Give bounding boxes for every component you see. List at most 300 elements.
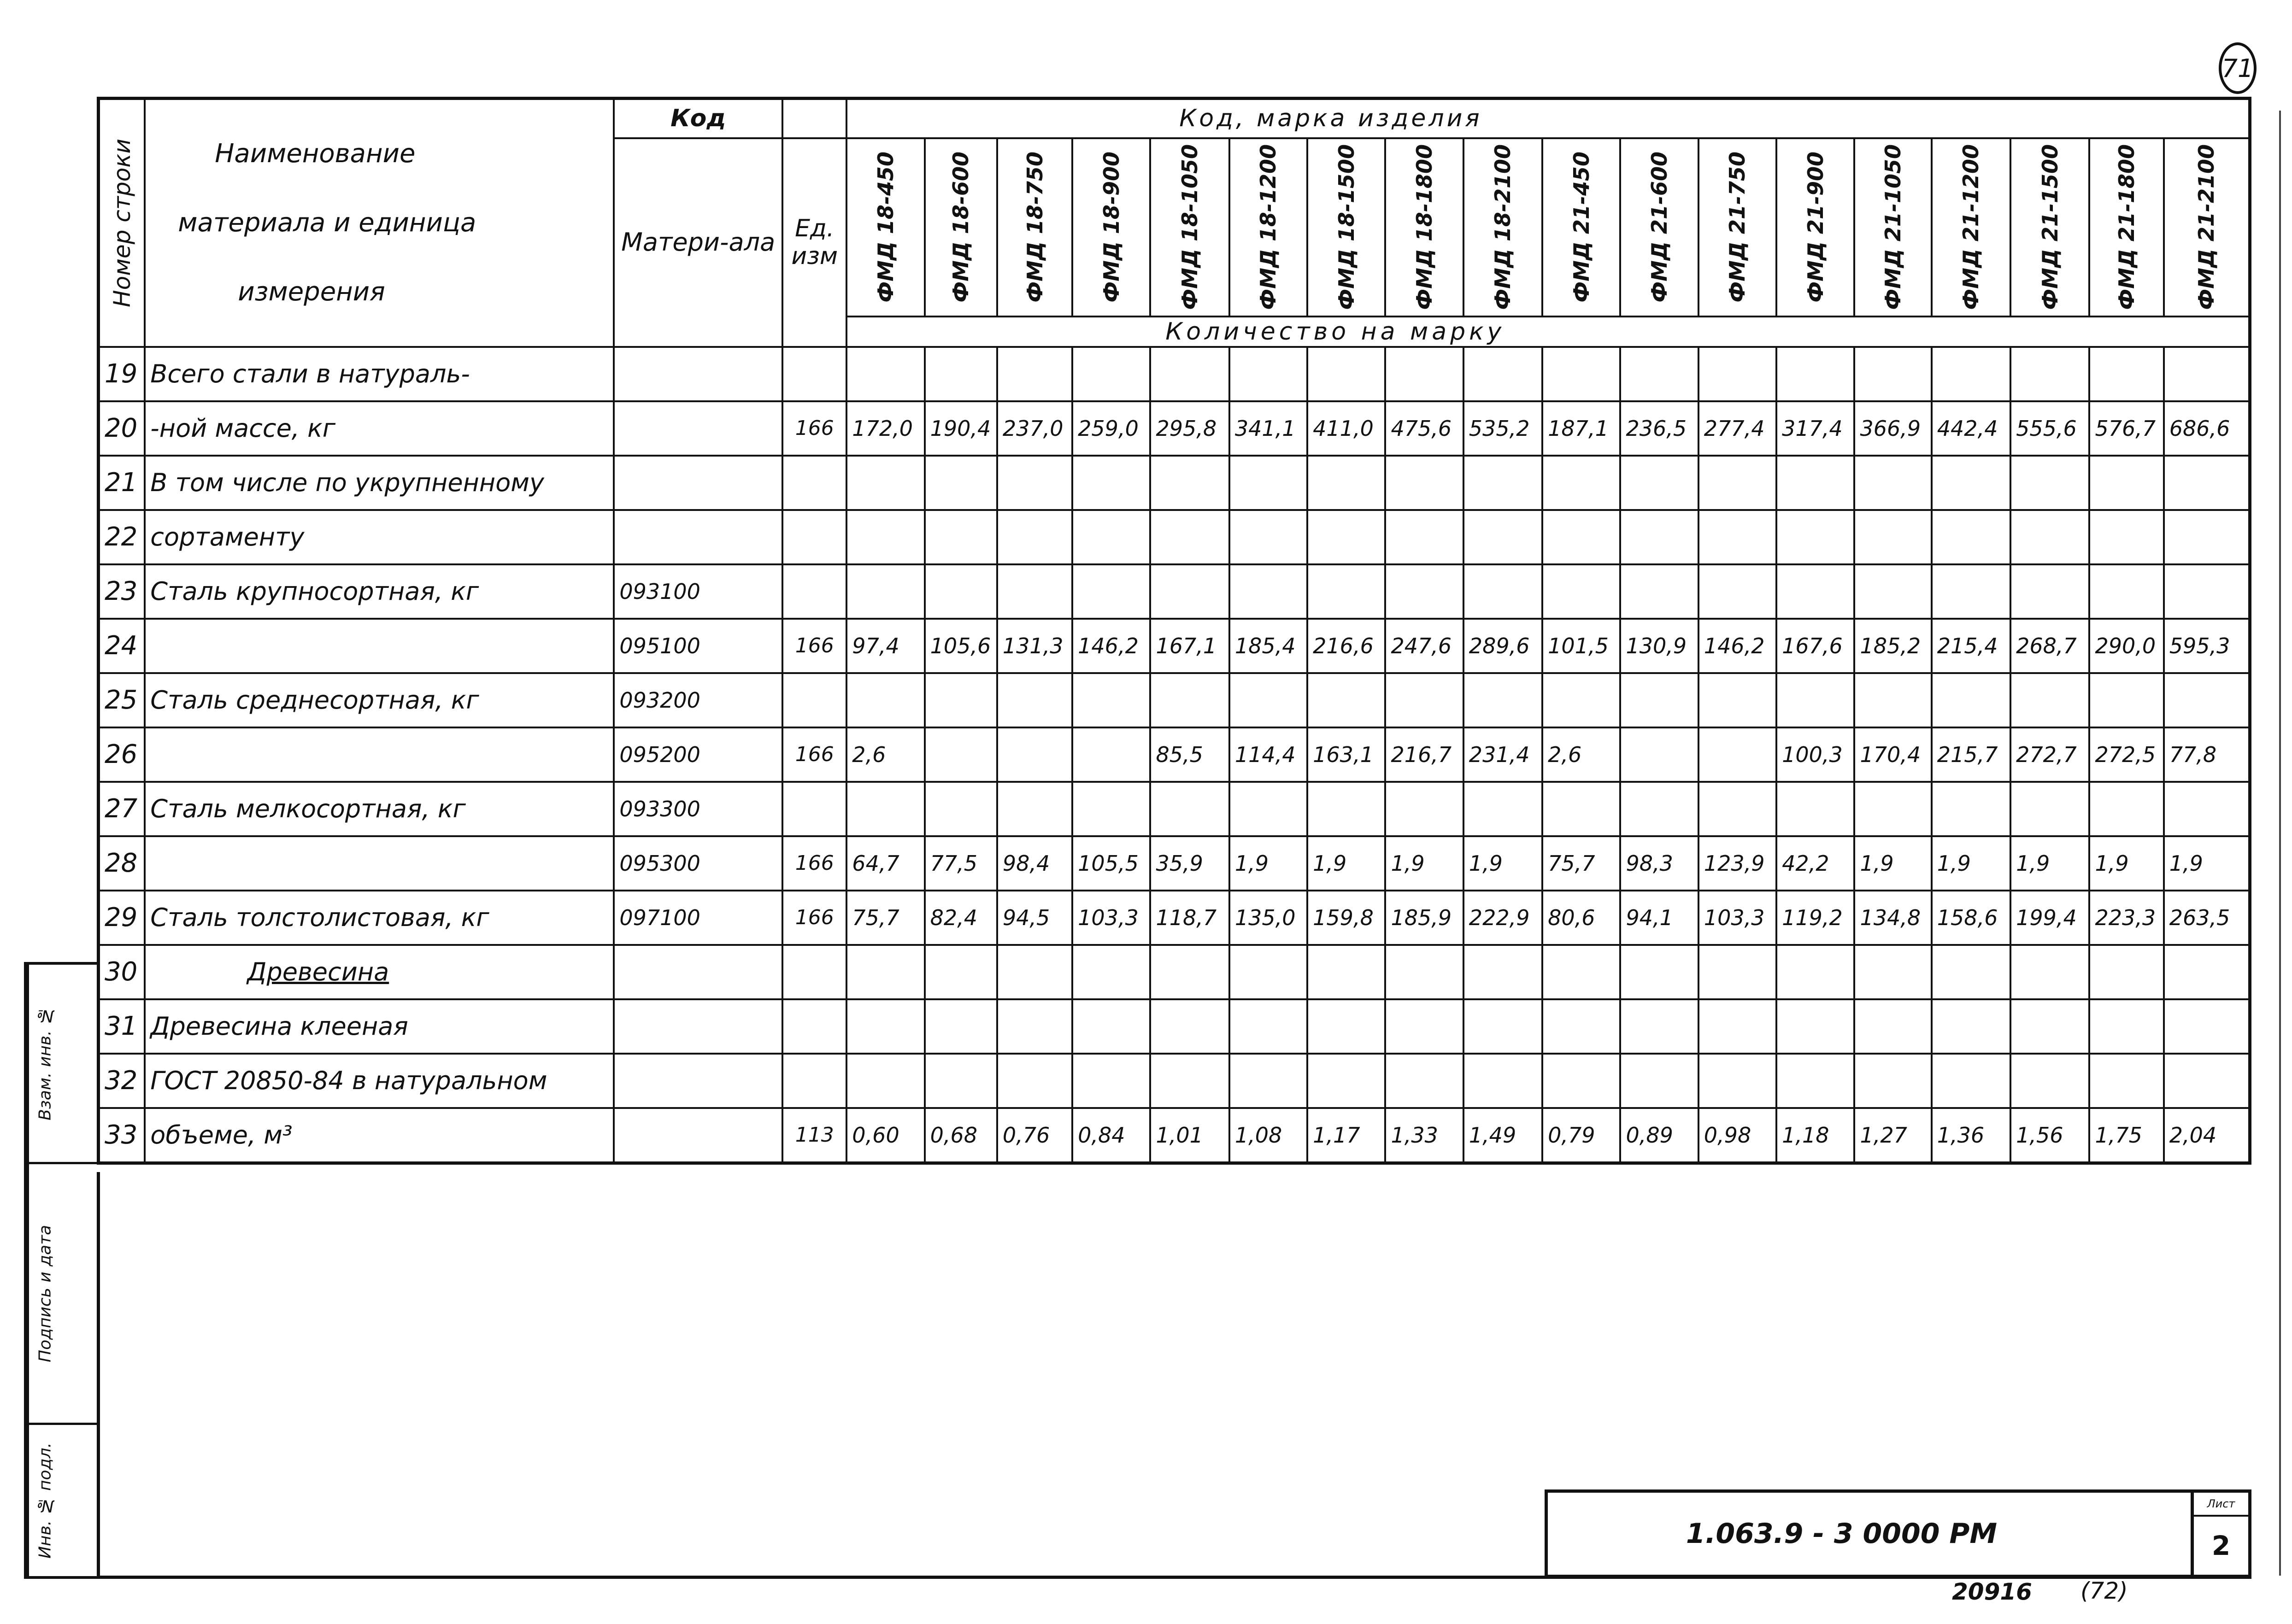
quantity-cell xyxy=(925,727,997,782)
product-col-16: ФМД 21-1800 xyxy=(2089,138,2163,317)
row-number-cell: 29 xyxy=(99,891,145,945)
quantity-cell xyxy=(1229,945,1307,999)
quantity-cell xyxy=(1072,347,1150,401)
quantity-cell xyxy=(1385,999,1463,1054)
quantity-cell xyxy=(1150,782,1229,836)
quantity-cell xyxy=(1698,347,1776,401)
quantity-cell xyxy=(2164,456,2250,510)
quantity-cell: 190,4 xyxy=(925,401,997,456)
quantity-cell xyxy=(1854,782,1931,836)
quantity-cell xyxy=(925,1054,997,1108)
table-body xyxy=(99,347,2250,1163)
quantity-cell xyxy=(1854,456,1931,510)
quantity-cell xyxy=(1620,782,1698,836)
quantity-cell xyxy=(1150,999,1229,1054)
table-row xyxy=(99,347,2250,401)
quantity-cell: 272,5 xyxy=(2089,727,2163,782)
quantity-cell xyxy=(1463,456,1542,510)
unit-cell xyxy=(782,782,846,836)
product-col-15: ФМД 21-1500 xyxy=(2010,138,2089,317)
quantity-cell xyxy=(1776,564,1854,619)
unit-cell xyxy=(782,945,846,999)
quantity-cell xyxy=(1542,564,1620,619)
quantity-cell xyxy=(1072,673,1150,727)
quantity-cell xyxy=(1463,782,1542,836)
quantity-cell xyxy=(1620,673,1698,727)
quantity-cell xyxy=(2010,999,2089,1054)
quantity-cell xyxy=(1932,456,2010,510)
row-number-cell: 33 xyxy=(99,1108,145,1163)
quantity-cell xyxy=(1542,673,1620,727)
product-col-0: ФМД 18-450 xyxy=(846,138,924,317)
stamp-doc-code: 1.063.9 - 3 0000 РМ xyxy=(1686,1518,1998,1550)
quantity-cell xyxy=(2089,456,2163,510)
row-number-cell: 23 xyxy=(99,564,145,619)
quantity-cell xyxy=(846,945,924,999)
quantity-cell xyxy=(1072,564,1150,619)
table-row xyxy=(99,782,2250,836)
quantity-cell xyxy=(2164,999,2250,1054)
quantity-cell xyxy=(1150,347,1229,401)
quantity-cell: 290,0 xyxy=(2089,619,2163,673)
material-code-cell xyxy=(614,945,782,999)
quantity-cell xyxy=(997,999,1072,1054)
quantity-cell xyxy=(1620,945,1698,999)
quantity-cell xyxy=(846,673,924,727)
quantity-cell: 1,9 xyxy=(2089,836,2163,891)
quantity-cell: 77,5 xyxy=(925,836,997,891)
quantity-cell xyxy=(1854,1054,1931,1108)
quantity-cell: 215,7 xyxy=(1932,727,2010,782)
quantity-cell xyxy=(1072,1054,1150,1108)
quantity-cell: 216,6 xyxy=(1307,619,1385,673)
quantity-cell xyxy=(1150,945,1229,999)
quantity-cell xyxy=(1307,1054,1385,1108)
quantity-cell: 185,9 xyxy=(1385,891,1463,945)
stamp-sheet-label: Лист xyxy=(2194,1493,2248,1517)
quantity-cell xyxy=(925,945,997,999)
quantity-cell: 0,79 xyxy=(1542,1108,1620,1163)
row-number-cell: 24 xyxy=(99,619,145,673)
quantity-cell xyxy=(1932,673,2010,727)
quantity-cell: 97,4 xyxy=(846,619,924,673)
frame-left-line xyxy=(97,1172,100,1579)
quantity-cell xyxy=(1385,347,1463,401)
quantity-cell: 82,4 xyxy=(925,891,997,945)
quantity-cell: 1,9 xyxy=(1463,836,1542,891)
material-name-cell: объеме, м³ xyxy=(145,1108,614,1163)
table-row xyxy=(99,510,2250,564)
quantity-cell: 170,4 xyxy=(1854,727,1931,782)
quantity-cell: 75,7 xyxy=(1542,836,1620,891)
product-col-3: ФМД 18-900 xyxy=(1072,138,1150,317)
quantity-cell xyxy=(2089,782,2163,836)
quantity-cell xyxy=(1385,456,1463,510)
quantity-cell xyxy=(925,673,997,727)
unit-header-top-blank xyxy=(782,99,846,138)
unit-cell xyxy=(782,1054,846,1108)
quantity-cell xyxy=(846,347,924,401)
quantity-cell: 555,6 xyxy=(2010,401,2089,456)
quantity-header: Количество на марку xyxy=(846,317,2250,347)
quantity-cell xyxy=(1620,456,1698,510)
quantity-cell xyxy=(1698,564,1776,619)
material-name-cell: Сталь мелкосортная, кг xyxy=(145,782,614,836)
quantity-cell xyxy=(1307,945,1385,999)
quantity-cell xyxy=(1698,727,1776,782)
quantity-cell: 2,6 xyxy=(1542,727,1620,782)
quantity-cell: 277,4 xyxy=(1698,401,1776,456)
material-code-cell: 097100 xyxy=(614,891,782,945)
quantity-cell xyxy=(1385,510,1463,564)
quantity-cell xyxy=(997,1054,1072,1108)
quantity-cell xyxy=(1463,564,1542,619)
quantity-cell: 159,8 xyxy=(1307,891,1385,945)
quantity-cell xyxy=(925,782,997,836)
quantity-cell xyxy=(1072,945,1150,999)
quantity-cell xyxy=(1385,564,1463,619)
quantity-cell xyxy=(2089,673,2163,727)
quantity-cell: 595,3 xyxy=(2164,619,2250,673)
quantity-cell: 64,7 xyxy=(846,836,924,891)
quantity-cell: 146,2 xyxy=(1072,619,1150,673)
quantity-cell xyxy=(1150,673,1229,727)
quantity-cell xyxy=(1229,347,1307,401)
quantity-cell: 94,1 xyxy=(1620,891,1698,945)
product-col-5: ФМД 18-1200 xyxy=(1229,138,1307,317)
left-approval-strip xyxy=(24,962,98,1579)
frame-right-line xyxy=(2279,111,2281,1576)
quantity-cell: 2,04 xyxy=(2164,1108,2250,1163)
quantity-cell xyxy=(1776,510,1854,564)
row-number-cell: 28 xyxy=(99,836,145,891)
material-name-cell xyxy=(145,619,614,673)
quantity-cell xyxy=(1932,510,2010,564)
quantity-cell xyxy=(997,564,1072,619)
quantity-cell xyxy=(2010,945,2089,999)
quantity-cell: 216,7 xyxy=(1385,727,1463,782)
quantity-cell xyxy=(1620,727,1698,782)
quantity-cell xyxy=(1698,999,1776,1054)
unit-cell: 166 xyxy=(782,727,846,782)
quantity-cell xyxy=(2010,564,2089,619)
product-col-10: ФМД 21-600 xyxy=(1620,138,1698,317)
quantity-cell: 119,2 xyxy=(1776,891,1854,945)
quantity-cell: 1,49 xyxy=(1463,1108,1542,1163)
quantity-cell xyxy=(1307,564,1385,619)
quantity-cell xyxy=(1542,782,1620,836)
material-code-cell: 095300 xyxy=(614,836,782,891)
quantity-cell xyxy=(1932,1054,2010,1108)
row-number-header: Номер строки xyxy=(99,99,145,347)
quantity-cell: 167,6 xyxy=(1776,619,1854,673)
quantity-cell: 163,1 xyxy=(1307,727,1385,782)
product-col-2: ФМД 18-750 xyxy=(997,138,1072,317)
material-code-cell: 095200 xyxy=(614,727,782,782)
unit-cell xyxy=(782,673,846,727)
quantity-cell: 146,2 xyxy=(1698,619,1776,673)
quantity-cell xyxy=(925,999,997,1054)
quantity-cell xyxy=(2164,347,2250,401)
quantity-cell xyxy=(1542,456,1620,510)
quantity-cell xyxy=(2164,673,2250,727)
material-name-cell: В том числе по укрупненному xyxy=(145,456,614,510)
quantity-cell xyxy=(1776,1054,1854,1108)
quantity-cell xyxy=(1776,673,1854,727)
quantity-cell: 105,6 xyxy=(925,619,997,673)
material-code-cell: 093200 xyxy=(614,673,782,727)
quantity-cell xyxy=(846,782,924,836)
product-col-17: ФМД 21-2100 xyxy=(2164,138,2250,317)
quantity-cell xyxy=(1229,999,1307,1054)
quantity-cell: 103,3 xyxy=(1072,891,1150,945)
quantity-cell: 411,0 xyxy=(1307,401,1385,456)
quantity-cell: 576,7 xyxy=(2089,401,2163,456)
quantity-cell xyxy=(1854,564,1931,619)
quantity-cell xyxy=(1932,945,2010,999)
quantity-cell xyxy=(925,564,997,619)
quantity-cell xyxy=(2010,673,2089,727)
quantity-cell xyxy=(1463,945,1542,999)
quantity-cell xyxy=(1229,564,1307,619)
material-code-cell: 093100 xyxy=(614,564,782,619)
quantity-cell xyxy=(1072,727,1150,782)
quantity-cell xyxy=(1698,782,1776,836)
quantity-cell xyxy=(1776,782,1854,836)
quantity-cell: 1,9 xyxy=(1229,836,1307,891)
quantity-cell: 1,56 xyxy=(2010,1108,2089,1163)
quantity-cell: 114,4 xyxy=(1229,727,1307,782)
quantity-cell xyxy=(846,999,924,1054)
quantity-cell xyxy=(1776,945,1854,999)
table-row xyxy=(99,456,2250,510)
quantity-cell xyxy=(997,456,1072,510)
quantity-cell xyxy=(846,510,924,564)
quantity-cell xyxy=(2164,564,2250,619)
quantity-cell xyxy=(1463,347,1542,401)
material-name-cell: -ной массе, кг xyxy=(145,401,614,456)
quantity-cell xyxy=(997,673,1072,727)
quantity-cell xyxy=(2089,1054,2163,1108)
quantity-cell: 1,9 xyxy=(2164,836,2250,891)
unit-cell xyxy=(782,999,846,1054)
quantity-cell xyxy=(1463,1054,1542,1108)
material-name-cell: Древесина клееная xyxy=(145,999,614,1054)
strip-cell-orig-inv xyxy=(27,1425,98,1576)
quantity-cell xyxy=(1072,456,1150,510)
material-name-header xyxy=(145,99,614,347)
strip-cell-signature-date xyxy=(27,1164,98,1425)
strip-label-orig-inv: Инв. № подл. xyxy=(27,1425,61,1576)
quantity-cell: 223,3 xyxy=(2089,891,2163,945)
quantity-cell xyxy=(1542,1054,1620,1108)
material-code-cell xyxy=(614,456,782,510)
product-col-14: ФМД 21-1200 xyxy=(1932,138,2010,317)
quantity-cell: 236,5 xyxy=(1620,401,1698,456)
quantity-cell: 1,9 xyxy=(1854,836,1931,891)
quantity-cell: 231,4 xyxy=(1463,727,1542,782)
quantity-cell: 247,6 xyxy=(1385,619,1463,673)
quantity-cell xyxy=(1307,347,1385,401)
quantity-cell xyxy=(1307,510,1385,564)
material-name-cell: Всего стали в натураль- xyxy=(145,347,614,401)
product-col-7: ФМД 18-1800 xyxy=(1385,138,1463,317)
quantity-cell: 1,9 xyxy=(1385,836,1463,891)
stamp-sheet-box xyxy=(2191,1493,2251,1575)
quantity-cell xyxy=(1932,564,2010,619)
material-code-cell: 093300 xyxy=(614,782,782,836)
material-code-cell: 095100 xyxy=(614,619,782,673)
material-code-subheader: Матери-ала xyxy=(614,138,782,347)
quantity-cell: 0,84 xyxy=(1072,1108,1150,1163)
quantity-cell xyxy=(925,456,997,510)
table-row xyxy=(99,1108,2250,1163)
sheet-circle-number: 71 xyxy=(2219,42,2257,94)
quantity-cell xyxy=(2010,456,2089,510)
quantity-cell: 0,68 xyxy=(925,1108,997,1163)
quantity-cell: 686,6 xyxy=(2164,401,2250,456)
quantity-cell xyxy=(1932,782,2010,836)
quantity-cell xyxy=(1542,510,1620,564)
material-name-cell xyxy=(145,836,614,891)
quantity-cell: 1,17 xyxy=(1307,1108,1385,1163)
quantity-cell xyxy=(1229,673,1307,727)
quantity-cell xyxy=(2010,510,2089,564)
quantity-cell xyxy=(1932,999,2010,1054)
quantity-cell: 1,36 xyxy=(1932,1108,2010,1163)
quantity-cell xyxy=(1620,347,1698,401)
quantity-cell: 187,1 xyxy=(1542,401,1620,456)
quantity-cell xyxy=(1307,999,1385,1054)
quantity-cell xyxy=(1229,782,1307,836)
quantity-cell: 317,4 xyxy=(1776,401,1854,456)
quantity-cell: 94,5 xyxy=(997,891,1072,945)
quantity-cell: 158,6 xyxy=(1932,891,2010,945)
quantity-cell xyxy=(1620,1054,1698,1108)
row-number-cell: 30 xyxy=(99,945,145,999)
row-number-cell: 19 xyxy=(99,347,145,401)
quantity-cell: 1,9 xyxy=(2010,836,2089,891)
quantity-cell xyxy=(1385,782,1463,836)
quantity-cell xyxy=(1229,456,1307,510)
quantity-cell xyxy=(1150,564,1229,619)
quantity-cell xyxy=(925,510,997,564)
unit-header: Ед. изм xyxy=(782,138,846,347)
quantity-cell xyxy=(1307,673,1385,727)
quantity-cell xyxy=(1698,1054,1776,1108)
quantity-cell: 75,7 xyxy=(846,891,924,945)
quantity-cell: 172,0 xyxy=(846,401,924,456)
quantity-cell xyxy=(1854,673,1931,727)
unit-cell: 113 xyxy=(782,1108,846,1163)
quantity-cell xyxy=(1463,673,1542,727)
product-col-4: ФМД 18-1050 xyxy=(1150,138,1229,317)
quantity-cell xyxy=(1620,510,1698,564)
product-col-1: ФМД 18-600 xyxy=(925,138,997,317)
quantity-cell: 134,8 xyxy=(1854,891,1931,945)
quantity-cell: 1,75 xyxy=(2089,1108,2163,1163)
quantity-cell xyxy=(1307,456,1385,510)
product-col-6: ФМД 18-1500 xyxy=(1307,138,1385,317)
quantity-cell: 103,3 xyxy=(1698,891,1776,945)
material-name-cell: сортаменту xyxy=(145,510,614,564)
material-code-cell xyxy=(614,401,782,456)
quantity-cell xyxy=(2010,1054,2089,1108)
material-name-cell: Сталь толстолистовая, кг xyxy=(145,891,614,945)
quantity-cell xyxy=(2164,945,2250,999)
quantity-cell: 199,4 xyxy=(2010,891,2089,945)
quantity-cell xyxy=(997,782,1072,836)
row-number-cell: 32 xyxy=(99,1054,145,1108)
quantity-cell xyxy=(1854,347,1931,401)
quantity-cell xyxy=(1854,999,1931,1054)
strip-cell-replace-inv xyxy=(27,965,98,1164)
row-number-cell: 21 xyxy=(99,456,145,510)
quantity-cell xyxy=(2164,510,2250,564)
quantity-cell xyxy=(1150,510,1229,564)
quantity-cell: 118,7 xyxy=(1150,891,1229,945)
material-name-cell: Древесина xyxy=(145,945,614,999)
quantity-cell xyxy=(1150,1054,1229,1108)
quantity-cell: 130,9 xyxy=(1620,619,1698,673)
product-col-8: ФМД 18-2100 xyxy=(1463,138,1542,317)
quantity-cell xyxy=(2164,782,2250,836)
footer-archive-number: 20916 xyxy=(1952,1578,2032,1605)
table-row xyxy=(99,999,2250,1054)
quantity-cell: 35,9 xyxy=(1150,836,1229,891)
quantity-cell: 185,4 xyxy=(1229,619,1307,673)
quantity-cell: 215,4 xyxy=(1932,619,2010,673)
quantity-cell xyxy=(2164,1054,2250,1108)
quantity-cell xyxy=(1150,456,1229,510)
quantity-cell: 442,4 xyxy=(1932,401,2010,456)
quantity-cell: 289,6 xyxy=(1463,619,1542,673)
quantity-cell: 535,2 xyxy=(1463,401,1542,456)
quantity-cell xyxy=(2089,564,2163,619)
row-number-cell: 31 xyxy=(99,999,145,1054)
material-code-cell xyxy=(614,1108,782,1163)
material-name-cell: ГОСТ 20850-84 в натуральном xyxy=(145,1054,614,1108)
quantity-cell xyxy=(1620,564,1698,619)
quantity-cell xyxy=(1463,510,1542,564)
quantity-cell: 341,1 xyxy=(1229,401,1307,456)
material-name-cell: Сталь крупносортная, кг xyxy=(145,564,614,619)
unit-cell xyxy=(782,347,846,401)
quantity-cell: 237,0 xyxy=(997,401,1072,456)
quantity-cell xyxy=(846,1054,924,1108)
strip-label-replace-inv: Взам. инв. № xyxy=(27,965,61,1162)
quantity-cell xyxy=(2089,347,2163,401)
quantity-cell: 1,18 xyxy=(1776,1108,1854,1163)
quantity-cell: 185,2 xyxy=(1854,619,1931,673)
quantity-cell xyxy=(997,945,1072,999)
table-row xyxy=(99,891,2250,945)
quantity-cell xyxy=(1698,510,1776,564)
quantity-cell: 135,0 xyxy=(1229,891,1307,945)
product-group-header: Код, марка изделия xyxy=(846,99,2250,138)
material-code-cell xyxy=(614,999,782,1054)
quantity-cell: 1,08 xyxy=(1229,1108,1307,1163)
name-header-line-2: материала и единица xyxy=(178,207,476,238)
quantity-cell: 1,9 xyxy=(1307,836,1385,891)
quantity-cell xyxy=(1698,456,1776,510)
table-row xyxy=(99,401,2250,456)
quantity-cell: 77,8 xyxy=(2164,727,2250,782)
quantity-cell: 1,9 xyxy=(1932,836,2010,891)
unit-cell: 166 xyxy=(782,836,846,891)
product-col-11: ФМД 21-750 xyxy=(1698,138,1776,317)
table-row xyxy=(99,673,2250,727)
